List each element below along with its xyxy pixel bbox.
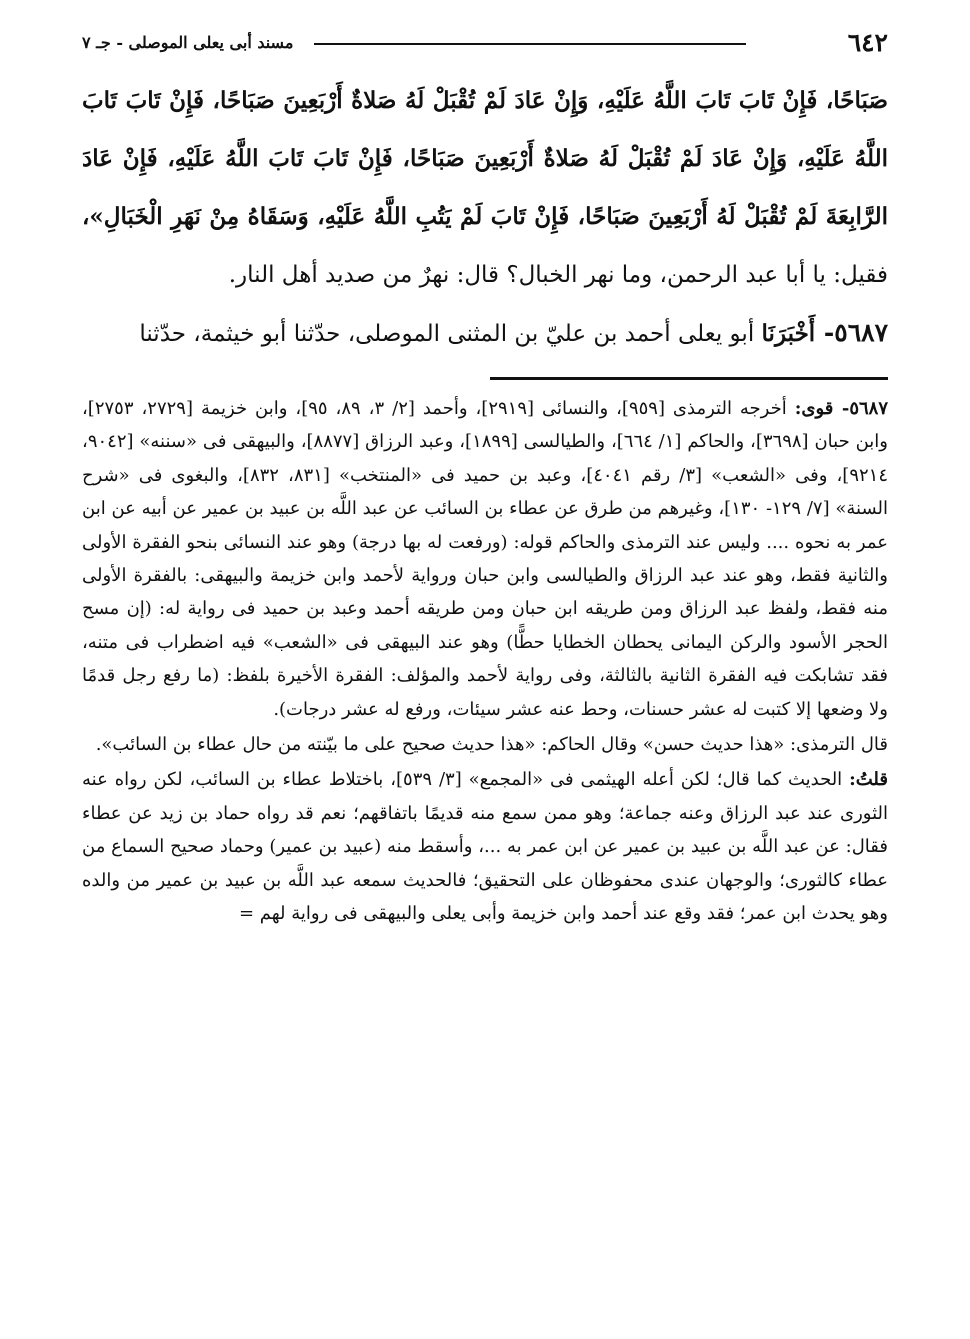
- hadith-entry: ٥٦٨٧- أَخْبَرَنَا أبو يعلى أحمد بن عليّ بن المثنى الموصلى، حدّثنا أبو خيثمة، حدّثنا: [139, 318, 888, 347]
- hadith-tail: فقيل: يا أبا عبد الرحمن، وما نهر الخبال؟ قال: نهرٌ من صديد أهل النار.: [228, 262, 888, 288]
- footnote-comment: [82, 763, 888, 930]
- footnote-takhrij: [82, 392, 888, 726]
- footnote-grading: [82, 728, 888, 761]
- footnote-rule: [490, 377, 888, 380]
- footnote-label: ٥٦٨٧- قوى:: [794, 398, 889, 419]
- footnote-text: أخرجه الترمذى [٩٥٩]، والنسائى [٢٩١٩]، وأحمد [٢/ ٣، ٨٩، ٩٥]، وابن خزيمة [٢٧٢٩، ٢٧٥٣]، وابن حبان [٣٦٩٨]، والحاكم [١/ ٦٦٤]، والطيالسى [١٨٩٩]، وعبد الرزاق [٨٨٧٧]، والبيهقى فى «سننه» [٩٠٤٢، ٩٢١٤]، وفى «الشعب» [٣/ رقم ٤٠٤١]، وعبد بن حميد فى «المنتخب» [٨٣١، ٨٣٢]، والبغوى فى «شرح السنة» [٧/ ١٢٩- ١٣٠]، وغيرهم من طرق عن عطاء بن السائب عن عبد اللَّه بن عبيد بن عمير عن أبيه عن ابن عمر به نحوه .... وليس عند الترمذى والحاكم قوله: (ورفعت له بها درجة) وهو عند النسائى بنحو الفقرة الأولى والثانية فقط، وهو عند عبد الرزاق والطيالسى وابن حبان ورواية لأحمد وابن خزيمة والبيهقى: بالفقرة الأولى منه فقط، ولفظ عبد الرزاق ومن طريقه ابن حبان ومن طريقه أحمد وعبد بن حميد فى رواية له: (إن مسح الحجر الأسود والركن اليمانى يحطان الخطايا حطًّا) وهو عند البيهقى فى «الشعب» فيه اضطراب فى متنه، فقد تشابكت فيه الفقرة الثانية بالثالثة، وفى رواية لأحمد والمؤلف: الفقرة الأخيرة بلفظ: (ما رفع رجل قدمًا ولا وضعها إلا كتبت له عشر حسنات، وحط عنه عشر سيئات، ورفع له عشر درجات).: [82, 398, 888, 720]
- footnote-text: الحديث كما قال؛ لكن أعله الهيثمى فى «المجمع» [٣/ ٥٣٩]، باختلاط عطاء بن السائب، لكن رواه عنه الثورى عند عبد الرزاق وعنه جماعة؛ وهو ممن سمع منه قديمًا باتفاقهم؛ نعم قد رواه حماد بن زيد عن عطاء فقال: عن عبد اللَّه بن عبيد بن عمير عن ابن عمر به ...، وأسقط منه (عبيد بن عمير) وحماد صحيح السماع من عطاء كالثورى؛ والوجهان عندى محفوظان على التحقيق؛ فالحديث سمعه عبد اللَّه بن عبيد بن عمير من والده وهو يحدث ابن عمر؛ فقد وقع عند أحمد وابن خزيمة وأبى يعلى والبيهقى فى رواية لهم =: [82, 769, 888, 925]
- running-title: مسند أبى يعلى الموصلى - جـ ٧: [82, 33, 294, 52]
- page-number: ٦٤٢: [847, 28, 888, 57]
- hadith-matn: صَبَاحًا، فَإِنْ تَابَ تَابَ اللَّهُ عَلَيْهِ، وَإِنْ عَادَ لَمْ تُقْبَلْ لَهُ صَلاةٌ أَرْبَعِينَ صَبَاحًا، فَإِنْ تَابَ تَابَ اللَّهُ عَلَيْهِ، وَإِنْ عَادَ لَمْ تُقْبَلْ لَهُ صَلاةٌ أَرْبَعِينَ صَبَاحًا، فَإِنْ تَابَ تَابَ اللَّهُ عَلَيْهِ، فَإِنْ عَادَ الرَّابِعَةَ لَمْ تُقْبَلْ لَهُ أَرْبَعِينَ صَبَاحًا، فَإِنْ تَابَ لَمْ يَتُبِ اللَّهُ عَلَيْهِ، وَسَقَاهُ مِنْ نَهَرِ الْخَبَالِ»،: [82, 87, 888, 230]
- footnote-label: قلتُ:: [849, 769, 888, 791]
- header-rule: [314, 43, 746, 45]
- footnotes: [82, 392, 888, 931]
- hadith-isnad: أبو يعلى أحمد بن عليّ بن المثنى الموصلى، حدّثنا أبو خيثمة، حدّثنا: [139, 321, 755, 347]
- hadith-lead: أَخْبَرَنَا: [761, 320, 816, 347]
- hadith-continuation: [82, 72, 888, 304]
- footnote-text: قال الترمذى: «هذا حديث حسن» وقال الحاكم: «هذا حديث صحيح على ما بيّنته من حال عطاء بن السائب».: [95, 734, 888, 756]
- hadith-number: ٥٦٨٧: [834, 318, 888, 347]
- running-header: [82, 26, 888, 60]
- main-text: [82, 72, 888, 363]
